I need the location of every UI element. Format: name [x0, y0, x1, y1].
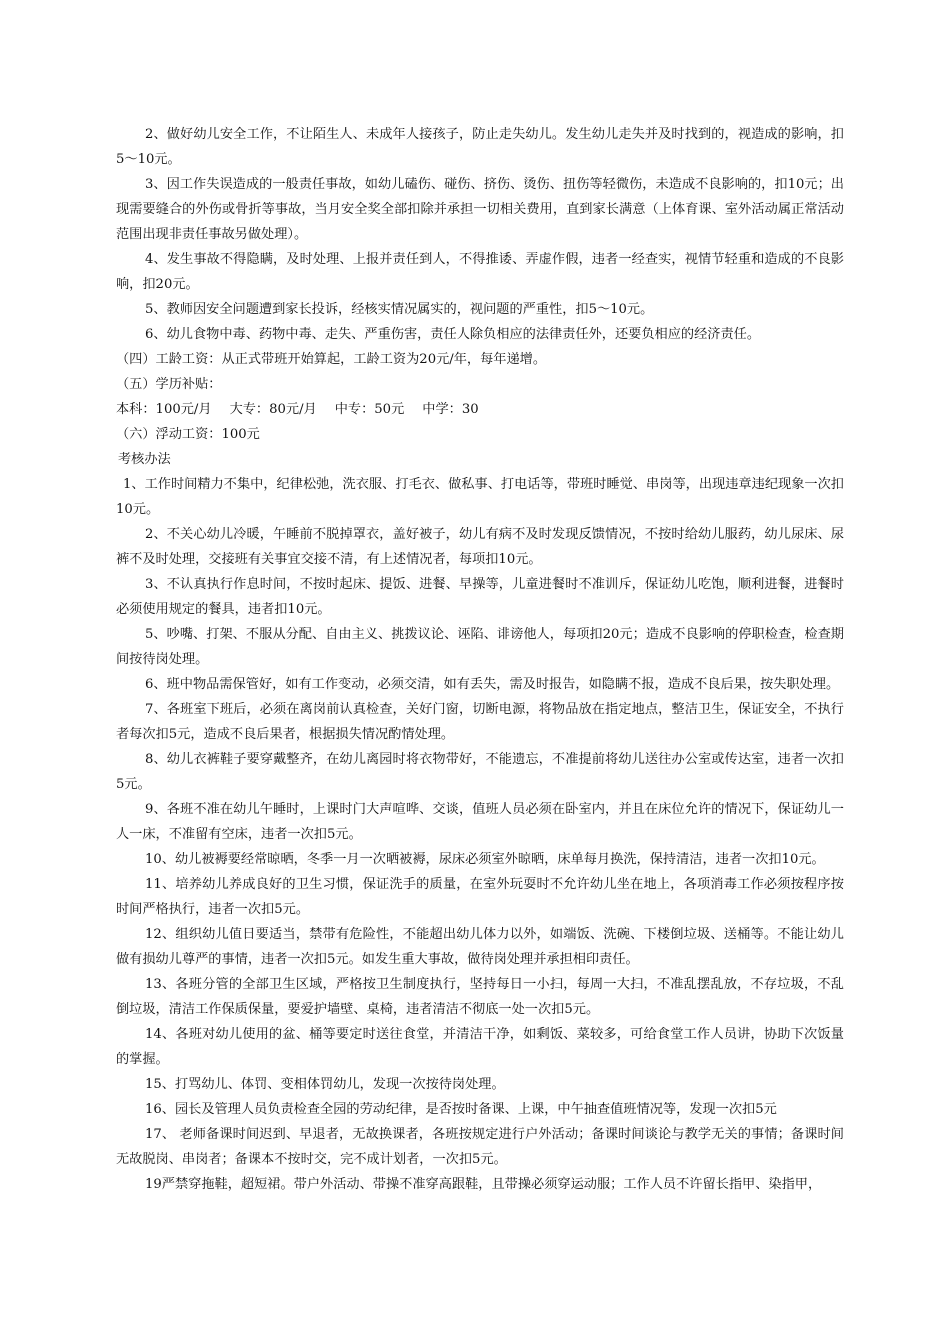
assessment-heading: 考核办法	[118, 452, 171, 467]
safety-rule-5: 5、教师因安全问题遭到家长投诉，经核实情况属实的，视问题的严重性，扣5～10元。	[145, 302, 654, 317]
assessment-rule-9: 9、各班不准在幼儿午睡时，上课时门大声喧哗、交谈，值班人员必须在卧室内，并且在床位允许的情况下，保证幼儿一人一床，不准留有空床，违者一次扣5元。	[116, 802, 844, 842]
assessment-rule-13: 13、各班分管的全部卫生区域，严格按卫生制度执行，坚持每日一小扫，每周一大扫，不准乱摆乱放，不存垃圾，不乱倒垃圾，清洁工作保质保量，要爱护墙壁、桌椅，违者清洁不彻底一处一次扣5元。	[116, 977, 844, 1017]
assessment-rule-16: 16、园长及管理人员负责检查全园的劳动纪律，是否按时备课、上课，中午抽查值班情况等，发现一次扣5元	[145, 1102, 777, 1117]
education-rates	[116, 397, 844, 422]
rate-middle: 中学：30	[422, 402, 479, 417]
safety-rule-4: 4、发生事故不得隐瞒，及时处理、上报并责任到人，不得推诿、弄虚作假，违者一经查实，视情节轻重和造成的不良影响，扣20元。	[116, 252, 844, 292]
safety-rule-6: 6、幼儿食物中毒、药物中毒、走失、严重伤害，责任人除负相应的法律责任外，还要负相应的经济责任。	[145, 327, 761, 342]
assessment-rule-15: 15、打骂幼儿、体罚、变相体罚幼儿，发现一次按待岗处理。	[145, 1077, 505, 1092]
assessment-rule-10: 10、幼儿被褥要经常晾晒，冬季一月一次晒被褥，尿床必须室外晾晒，床单每月换洗，保持清洁，违者一次扣10元。	[145, 852, 825, 867]
assessment-rule-19: 19严禁穿拖鞋，超短裙。带户外活动、带操不准穿高跟鞋，且带操必须穿运动服；工作人员不许留长指甲、染指甲，	[145, 1177, 822, 1192]
assessment-rule-12: 12、组织幼儿值日要适当，禁带有危险性，不能超出幼儿体力以外，如端饭、洗碗、下楼倒垃圾、送桶等。不能让幼儿做有损幼儿尊严的事情，违者一次扣5元。如发生重大事故，做待岗处理并承担相印责任。	[116, 927, 844, 967]
rate-college: 大专：80元/月	[229, 402, 317, 417]
safety-rule-3: 3、因工作失误造成的一般责任事故，如幼儿磕伤、碰伤、挤伤、烫伤、扭伤等轻微伤，未造成不良影响的，扣10元；出现需要缝合的外伤或骨折等事故，当月安全奖全部扣除并承担一切相关费用，直到家长满意（上体育课、室外活动属正常活动范围出现非责任事故另做处理）。	[116, 177, 844, 242]
assessment-rule-8: 8、幼儿衣裤鞋子要穿戴整齐，在幼儿离园时将衣物带好，不能遗忘，不准提前将幼儿送往办公室或传达室，违者一次扣5元。	[116, 752, 844, 792]
assessment-rule-3: 3、不认真执行作息时间，不按时起床、提饭、进餐、早操等，儿童进餐时不准训斥，保证幼儿吃饱，顺利进餐，进餐时必须使用规定的餐具，违者扣10元。	[116, 577, 844, 617]
assessment-rule-6: 6、班中物品需保管好，如有工作变动，必须交清，如有丢失，需及时报告，如隐瞒不报，造成不良后果，按失职处理。	[145, 677, 840, 692]
document-body	[116, 122, 844, 1197]
rate-bachelor: 本科：100元/月	[116, 402, 212, 417]
assessment-rule-11: 11、培养幼儿养成良好的卫生习惯，保证洗手的质量，在室外玩耍时不允许幼儿坐在地上，各项消毒工作必须按程序按时间严格执行，违者一次扣5元。	[116, 877, 844, 917]
safety-rule-2: 2、做好幼儿安全工作，不让陌生人、未成年人接孩子，防止走失幼儿。发生幼儿走失并及时找到的，视造成的影响，扣5～10元。	[116, 127, 844, 167]
assessment-rule-7: 7、各班室下班后，必须在离岗前认真检查，关好门窗，切断电源，将物品放在指定地点，整洁卫生，保证安全，不执行者每次扣5元，造成不良后果者，根据损失情况酌情处理。	[116, 702, 844, 742]
rate-technical: 中专：50元	[334, 402, 405, 417]
assessment-rule-2: 2、不关心幼儿冷暖，午睡前不脱掉罩衣，盖好被子，幼儿有病不及时发现反馈情况，不按时给幼儿服药，幼儿尿床、尿裤不及时处理，交接班有关事宜交接不清，有上述情况者，每项扣10元。	[116, 527, 844, 567]
assessment-rule-5: 5、吵嘴、打架、不服从分配、自由主义、挑拨议论、诬陷、诽谤他人，每项扣20元；造成不良影响的停职检查，检查期间按待岗处理。	[116, 627, 844, 667]
assessment-rule-14: 14、各班对幼儿使用的盆、桶等要定时送往食堂，并清洁干净，如剩饭、菜较多，可给食堂工作人员讲，协助下次饭量的掌握。	[116, 1027, 844, 1067]
seniority-pay: （四）工龄工资：从正式带班开始算起，工龄工资为20元/年，每年递增。	[116, 352, 547, 367]
assessment-rule-1: 1、工作时间精力不集中，纪律松弛，洗衣服、打毛衣、做私事、打电话等，带班时睡觉、串岗等，出现违章违纪现象一次扣10元。	[116, 477, 844, 517]
assessment-rule-17: 17、 老师备课时间迟到、早退者，无故换课者，各班按规定进行户外活动；备课时间谈论与教学无关的事情；备课时间无故脱岗、串岗者；备课本不按时交，完不成计划者，一次扣5元。	[116, 1127, 844, 1167]
floating-pay: （六）浮动工资：100元	[116, 427, 260, 442]
education-heading: （五）学历补贴：	[116, 377, 222, 392]
